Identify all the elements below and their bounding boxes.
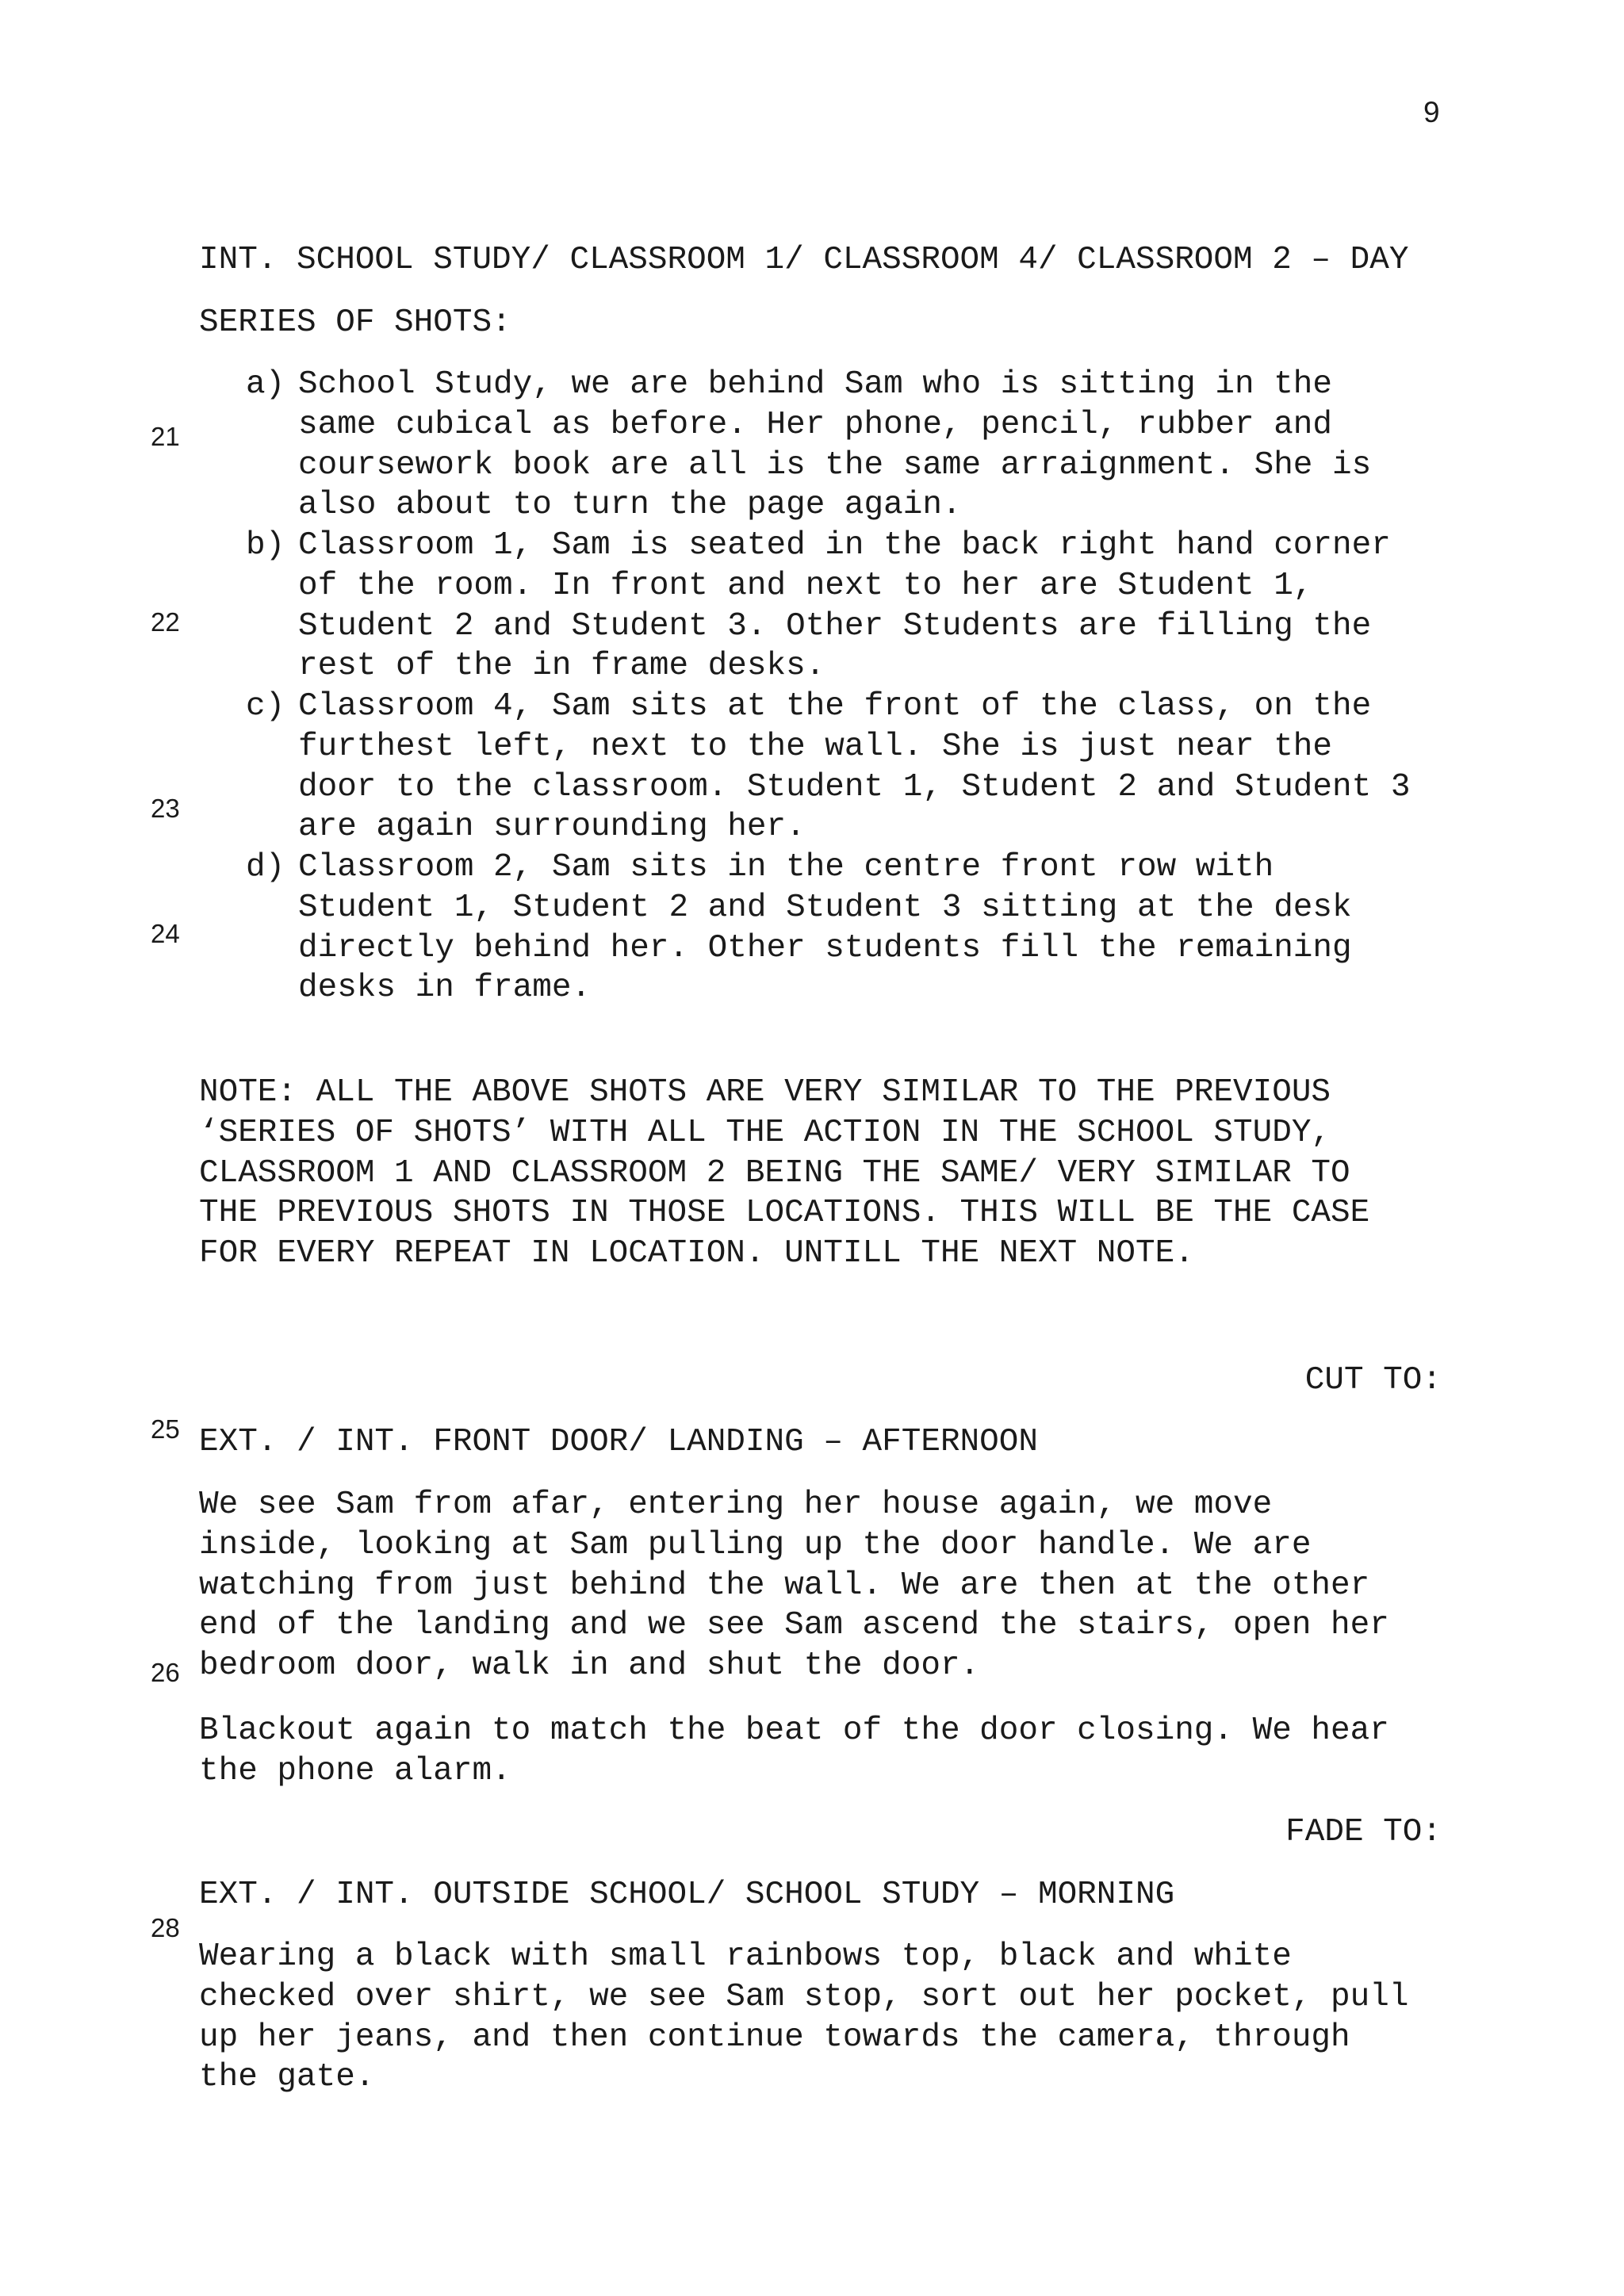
action-paragraph: We see Sam from afar, entering her house again, we move inside, looking at Sam pulling up the door handle. We are watching from just behind the wall. We are then at the other end of the landing and we see Sam ascend the stairs, open her bedroom door, walk in and shut the door.	[199, 1487, 1389, 1685]
list-text: Classroom 2, Sam sits in the centre front row with Student 1, Student 2 and Student 3 sitting at the desk directly behind her. Other students fill the remaining desks in frame.	[298, 849, 1352, 1007]
action-paragraph: Blackout again to match the beat of the door closing. We hear the phone alarm.	[199, 1712, 1389, 1789]
list-marker: c)	[246, 688, 285, 725]
scene-number: 25	[151, 1414, 180, 1444]
transition-fade-to: FADE TO:	[1285, 1814, 1442, 1850]
action-paragraph: Wearing a black with small rainbows top, black and white checked over shirt, we see Sam stop, sort out her pocket, pull up her jeans, and then continue towards the camera, through the gate.	[199, 1938, 1409, 2096]
list-marker: b)	[246, 527, 285, 564]
scene-number: 22	[151, 607, 180, 637]
list-text: School Study, we are behind Sam who is sitting in the same cubical as before. Her phone, pencil, rubber and coursework book are all is the same arraignment. She is also about to turn the page again.	[298, 366, 1372, 524]
transition-cut-to: CUT TO:	[1304, 1362, 1442, 1399]
note-paragraph: NOTE: ALL THE ABOVE SHOTS ARE VERY SIMILAR TO THE PREVIOUS ‘SERIES OF SHOTS’ WITH ALL THE ACTION IN THE SCHOOL STUDY, CLASSROOM 1 AND CLASSROOM 2 BEING THE SAME/ VERY SIMILAR TO THE PREVIOUS SHOTS IN THOSE LOCATIONS. THIS WILL BE THE CASE FOR EVERY REPEAT IN LOCATION. UNTILL THE NEXT NOTE.	[199, 1074, 1370, 1272]
list-marker: d)	[246, 849, 285, 886]
list-marker: a)	[246, 366, 285, 403]
list-text: Classroom 1, Sam is seated in the back right hand corner of the room. In front and next to her are Student 1, Student 2 and Student 3. Other Students are filling the rest of the in frame desks.	[298, 527, 1391, 685]
scene-heading: EXT. / INT. OUTSIDE SCHOOL/ SCHOOL STUDY – MORNING	[199, 1877, 1175, 1913]
scene-number: 21	[151, 422, 180, 451]
scene-number: 28	[151, 1913, 180, 1942]
page-number: 9	[1423, 96, 1440, 128]
scene-number: 26	[151, 1658, 180, 1687]
scene-heading: EXT. / INT. FRONT DOOR/ LANDING – AFTERNOON	[199, 1424, 1038, 1460]
series-of-shots-label: SERIES OF SHOTS:	[199, 304, 511, 341]
scene-heading: INT. SCHOOL STUDY/ CLASSROOM 1/ CLASSROOM 4/ CLASSROOM 2 – DAY	[199, 242, 1409, 278]
scene-number: 24	[151, 919, 180, 948]
scene-number: 23	[151, 794, 180, 823]
list-text: Classroom 4, Sam sits at the front of the class, on the furthest left, next to the wall. She is just near the door to the classroom. Student 1, Student 2 and Student 3 are again surrounding her.	[298, 688, 1411, 846]
